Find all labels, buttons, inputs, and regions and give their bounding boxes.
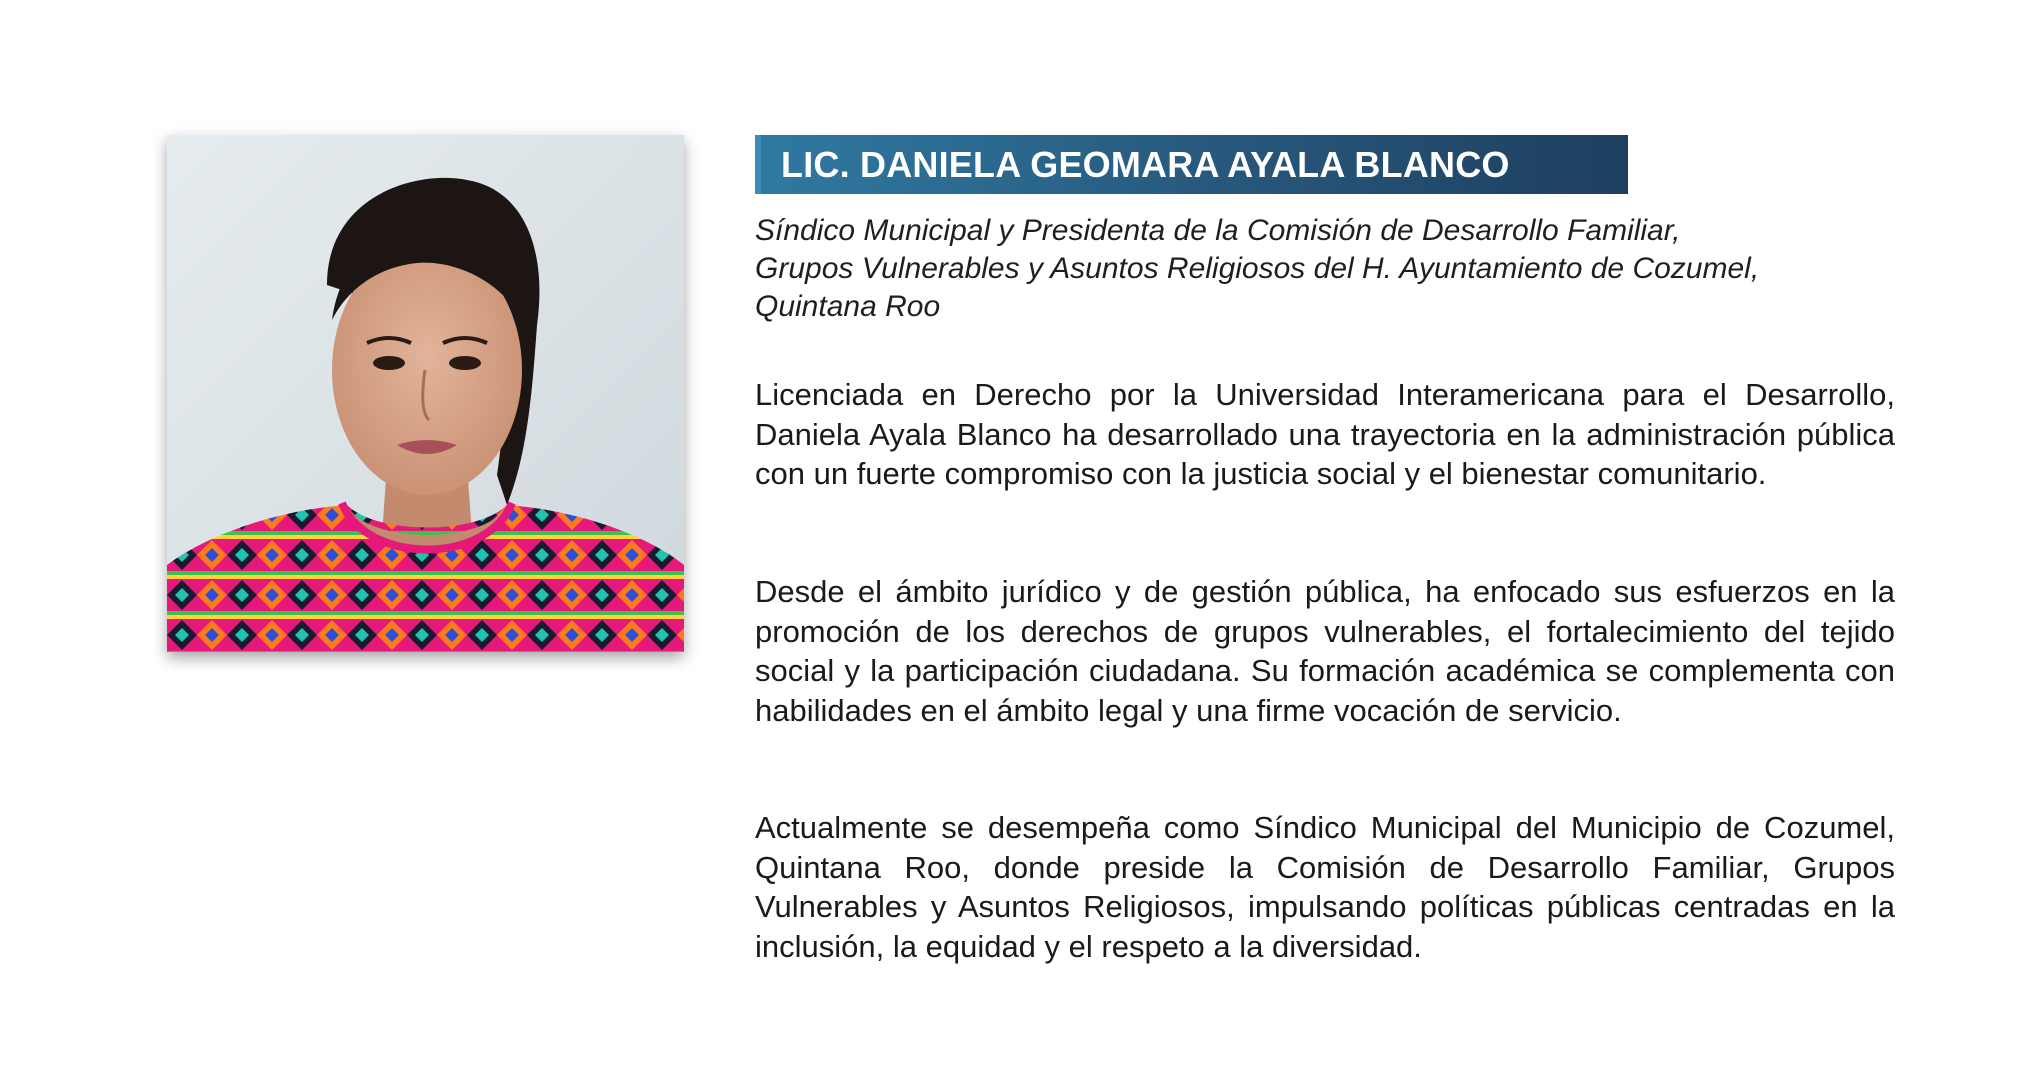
role-line: Grupos Vulnerables y Asuntos Religiosos del H. Ayuntamiento de Cozumel,: [755, 252, 1760, 285]
person-name: LIC. DANIELA GEOMARA AYALA BLANCO: [781, 143, 1510, 185]
role-line: Síndico Municipal y Presidenta de la Comisión de Desarrollo Familiar,: [755, 214, 1681, 247]
bio-paragraph-current-role: Actualmente se desempeña como Síndico Municipal del Municipio de Cozumel, Quintana Roo, donde preside la Comisión de Desarrollo Familiar, Grupos Vulnerables y Asuntos Religiosos, impulsando políticas públicas centradas en la inclusión, la equidad y el respeto a la diversidad.: [755, 810, 1895, 964]
role-line: Quintana Roo: [755, 290, 941, 323]
name-banner: [755, 135, 1628, 194]
bio-paragraph-focus: Desde el ámbito jurídico y de gestión pública, ha enfocado sus esfuerzos en la promoción de los derechos de grupos vulnerables, el fortalecimiento del tejido social y la participación ciudadana. Su formación académica se complementa con habilidades en el ámbito legal y una firme vocación de servicio.: [755, 574, 1895, 728]
bio-paragraph-education: Licenciada en Derecho por la Universidad Interamericana para el Desarrollo, Daniela Ayala Blanco ha desarrollado una trayectoria en la administración pública con un fuerte compromiso con la justicia social y el bienestar comunitario.: [755, 377, 1895, 491]
profile-photo: [167, 135, 684, 652]
portrait-image: [167, 135, 684, 652]
role-title: [755, 212, 1895, 326]
